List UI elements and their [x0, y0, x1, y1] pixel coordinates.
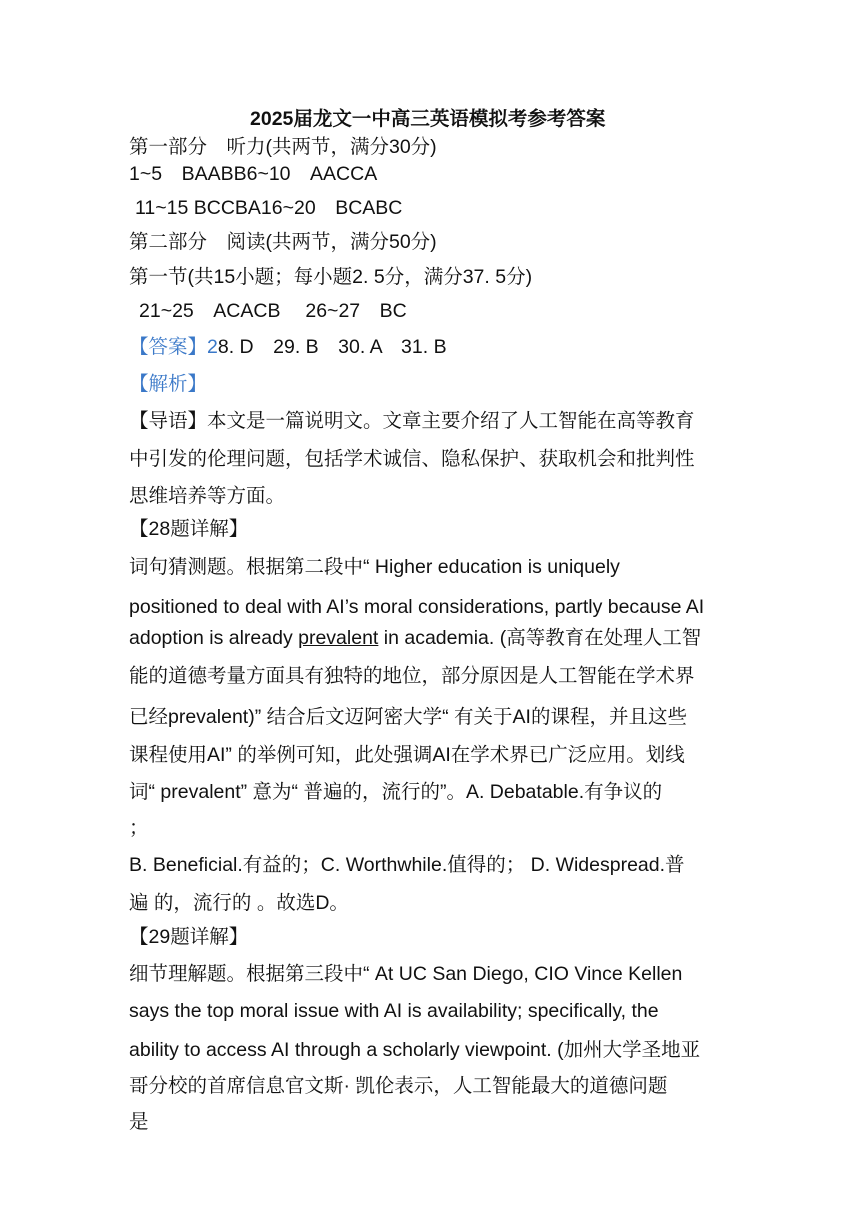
intro-line-3: 思维培养等方面。 — [129, 485, 286, 507]
q29-line-4: 哥分校的首席信息官文斯· 凯伦表示，人工智能最大的道德问题 — [129, 1075, 668, 1097]
answers-1-10: 1~5 BAABB6~10 AACCA — [129, 163, 378, 185]
underlined-word: prevalent — [298, 627, 379, 649]
q28-line-3 — [129, 626, 701, 650]
answer-line — [129, 335, 447, 359]
analysis-tag: 【解析】 — [129, 373, 208, 395]
intro-line-1: 【导语】本文是一篇说明文。文章主要介绍了人工智能在高等教育 — [129, 410, 695, 432]
q29-line-3: ability to access AI through a scholarly viewpoint. (加州大学圣地亚 — [129, 1039, 701, 1061]
q29-line-5: 是 — [129, 1111, 149, 1133]
answer-values: 8. D 29. B 30. A 31. B — [217, 336, 447, 358]
q28-line-6: 课程使用AI” 的举例可知，此处强调AI在学术界已广泛应用。划线 — [129, 744, 685, 766]
document-title: 2025届龙文一中高三英语模拟考参考答案 — [250, 108, 606, 130]
q28-heading: 【28题详解】 — [129, 518, 249, 540]
answers-21-27: 21~25 ACACB 26~27 BC — [139, 300, 407, 322]
q28-line-3-start: adoption is already — [129, 627, 299, 649]
part2-heading: 第二部分 阅读(共两节，满分50分) — [129, 231, 437, 253]
answers-11-20: 11~15 BCCBA16~20 BCABC — [135, 197, 403, 219]
intro-line-2: 中引发的伦理问题，包括学术诚信、隐私保护、获取机会和批判性 — [129, 448, 695, 470]
q29-heading: 【29题详解】 — [129, 926, 249, 948]
part1-heading: 第一部分 听力(共两节，满分30分) — [129, 136, 437, 158]
q28-line-5: 已经prevalent)” 结合后文迈阿密大学“ 有关于AI的课程，并且这些 — [129, 706, 687, 728]
q28-line-10: 遍 的，流行的 。故选D。 — [129, 892, 349, 914]
answer-first-digit: 2 — [207, 336, 218, 358]
q28-line-9: B. Beneficial.有益的；C. Worthwhile.值得的； D. Widespread.普 — [129, 854, 685, 876]
q28-line-8: ； — [129, 817, 149, 839]
q28-line-7: 词“ prevalent” 意为“ 普遍的，流行的”。A. Debatable.有争议的 — [129, 781, 663, 803]
q28-line-3-end: in academia. (高等教育在处理人工智 — [378, 627, 702, 649]
q28-line-1: 词句猜测题。根据第二段中“ Higher education is uniquely — [129, 556, 620, 578]
q29-line-1: 细节理解题。根据第三段中“ At UC San Diego, CIO Vince Kellen — [129, 963, 683, 985]
q28-line-2: positioned to deal with AI’s moral considerations, partly because AI — [129, 596, 705, 618]
q29-line-2: says the top moral issue with AI is availability; specifically, the — [129, 1000, 659, 1022]
section1-heading: 第一节(共15小题；每小题2. 5分，满分37. 5分) — [129, 266, 533, 288]
answer-tag: 【答案】 — [129, 336, 208, 358]
q28-line-4: 能的道德考量方面具有独特的地位，部分原因是人工智能在学术界 — [129, 665, 695, 687]
